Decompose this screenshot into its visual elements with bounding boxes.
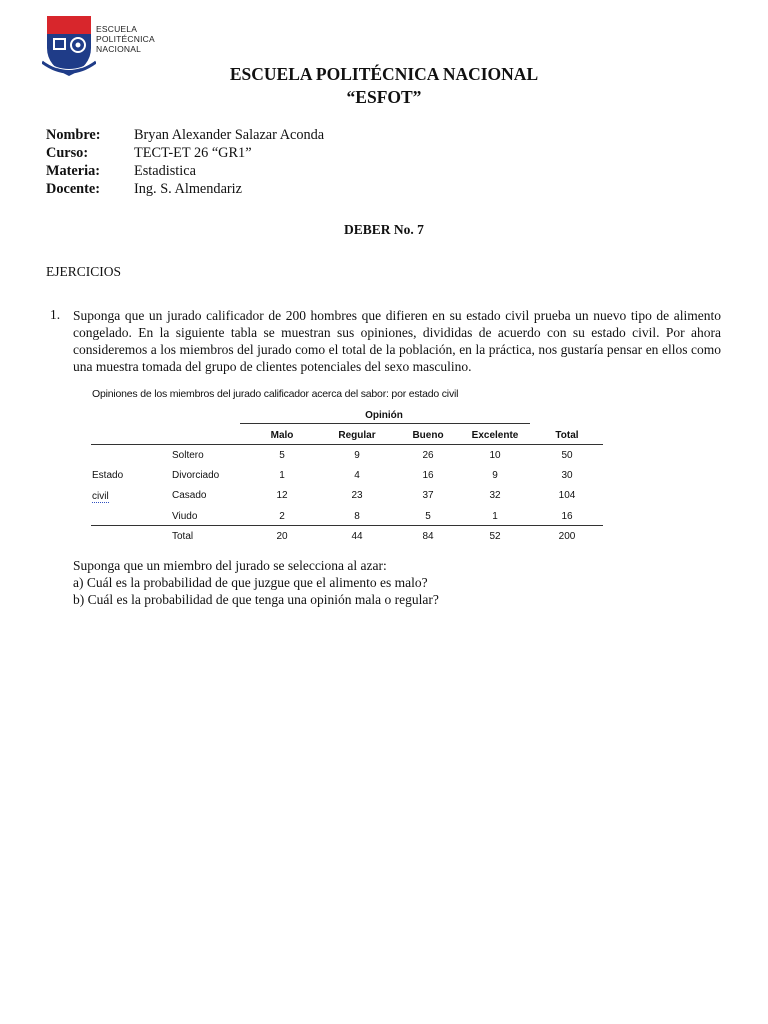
info-label: Nombre: xyxy=(46,127,101,143)
table-group-header: Opinión xyxy=(365,410,403,421)
table-cell: 1 xyxy=(279,470,285,481)
column-header: Total xyxy=(555,430,579,441)
table-caption: Opiniones de los miembros del jurado calificador acerca del sabor: por estado civil xyxy=(92,388,459,400)
table-cell: 4 xyxy=(354,470,360,481)
table-cell: 8 xyxy=(354,511,360,522)
row-group-label: civil xyxy=(92,491,109,502)
section-heading: EJERCICIOS xyxy=(46,264,122,279)
table-cell: 30 xyxy=(561,470,573,481)
subquestions xyxy=(73,557,439,608)
document-subtitle: “ESFOT” xyxy=(346,87,422,107)
question-number: 1. xyxy=(50,307,61,322)
table-cell: 52 xyxy=(489,531,501,542)
table-cell: 200 xyxy=(558,531,576,542)
row-group-label: Estado xyxy=(92,470,124,481)
table-cell: 9 xyxy=(492,470,498,481)
question-text: Suponga que un jurado calificador de 200 hombres que difieren en su estado civil prueba un nuevo tipo de alimento congelado. En la siguiente tabla se muestran sus opiniones, divididas de acuerdo con su estado civil. Por ahora consideremos a los miembros del jurado como el total de la población, en la práctica, nos gustaría pensar en ellos como una muestra tomada del grupo de clientes potenciales del sexo masculino. xyxy=(73,308,721,374)
column-header: Bueno xyxy=(412,430,444,441)
subquestion-b: b) Cuál es la probabilidad de que tenga una opinión mala o regular? xyxy=(73,592,439,607)
table-cell: 5 xyxy=(279,450,285,461)
table-cell: 44 xyxy=(351,531,363,542)
table-cell: 104 xyxy=(558,490,576,501)
table-cell: 5 xyxy=(425,511,431,522)
logo-text: ESCUELA POLITÉCNICA NACIONAL xyxy=(96,24,155,54)
row-label: Casado xyxy=(172,490,207,501)
info-value: Estadistica xyxy=(134,163,196,179)
table-cell: 26 xyxy=(422,450,434,461)
table-cell: 32 xyxy=(489,490,501,501)
table-cell: 50 xyxy=(561,450,573,461)
table-cell: 84 xyxy=(422,531,434,542)
info-label: Docente: xyxy=(46,181,100,197)
table-cell: 9 xyxy=(354,450,360,461)
table-cell: 37 xyxy=(422,490,434,501)
assignment-heading: DEBER No. 7 xyxy=(344,222,424,237)
total-row-label: Total xyxy=(172,531,194,542)
table-group-rule xyxy=(240,423,530,424)
row-label: Soltero xyxy=(172,450,204,461)
table-cell: 10 xyxy=(489,450,501,461)
table-cell: 2 xyxy=(279,511,285,522)
table-cell: 20 xyxy=(276,531,288,542)
table-cell: 16 xyxy=(422,470,434,481)
info-value: Bryan Alexander Salazar Aconda xyxy=(134,127,325,143)
info-label: Curso: xyxy=(46,145,89,161)
subquestion-intro: Suponga que un miembro del jurado se selecciona al azar: xyxy=(73,558,387,573)
table-total-rule xyxy=(91,525,603,526)
table-cell: 23 xyxy=(351,490,363,501)
column-header: Excelente xyxy=(471,430,519,441)
column-header: Malo xyxy=(270,430,294,441)
table-cell: 16 xyxy=(561,511,573,522)
info-value: Ing. S. Almendariz xyxy=(134,181,243,197)
row-label: Viudo xyxy=(172,511,198,522)
table-header-rule xyxy=(91,444,603,445)
info-value: TECT-ET 26 “GR1” xyxy=(134,145,252,161)
column-header: Regular xyxy=(338,430,376,441)
info-label: Materia: xyxy=(46,163,100,179)
subquestion-a: a) Cuál es la probabilidad de que juzgue que el alimento es malo? xyxy=(73,575,428,590)
table-cell: 12 xyxy=(276,490,288,501)
table-cell: 1 xyxy=(492,511,498,522)
row-label: Divorciado xyxy=(172,470,220,481)
document-title: ESCUELA POLITÉCNICA NACIONAL xyxy=(229,64,539,84)
